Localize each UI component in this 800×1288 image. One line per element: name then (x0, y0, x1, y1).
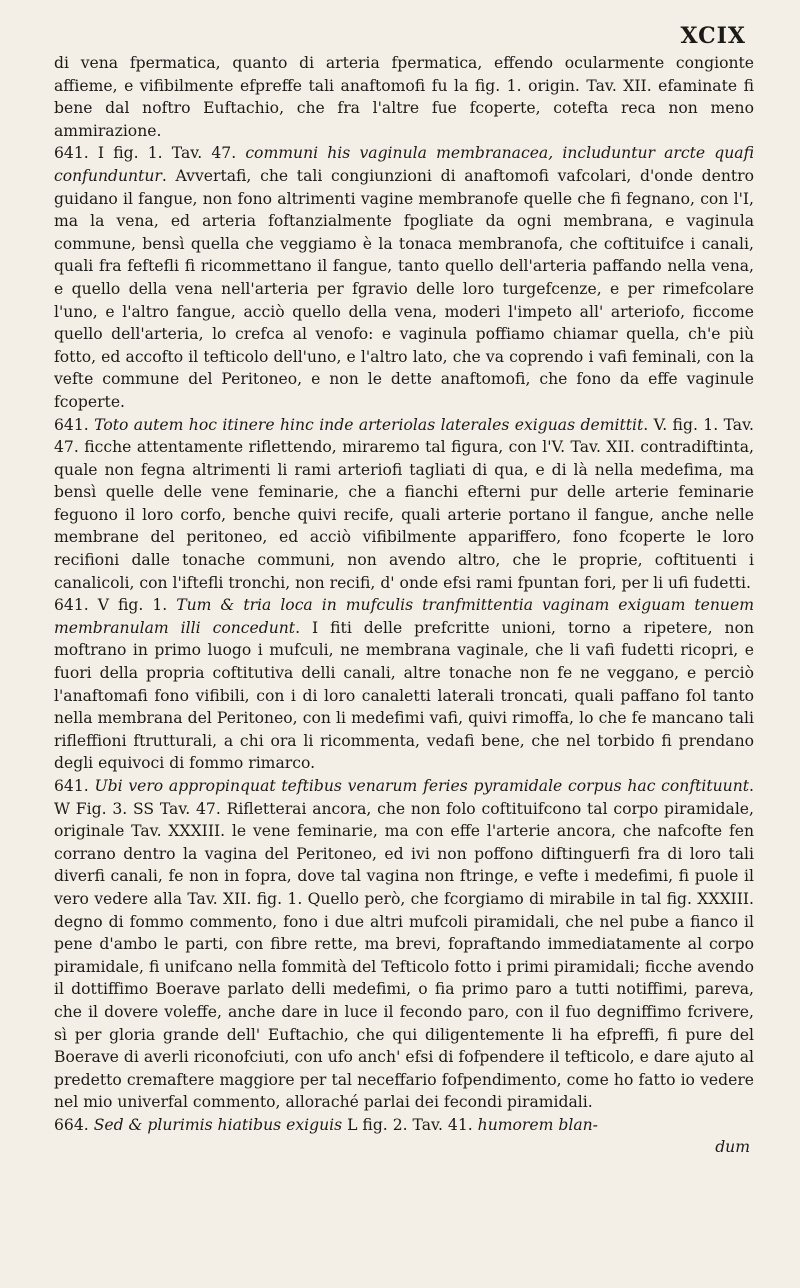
commentary-text: L fig. 2. Tav. 41. (342, 1115, 478, 1134)
paragraph (54, 414, 754, 595)
paragraph (54, 52, 754, 142)
body-text (54, 52, 754, 1137)
paragraph (54, 775, 754, 1114)
latin-quotation: humorem blan- (477, 1115, 598, 1134)
paragraph (54, 1114, 754, 1137)
commentary-text: 664. (54, 1115, 94, 1134)
commentary-text: 641. V fig. 1. (54, 596, 177, 615)
commentary-text: . V. fig. 1. Tav. 47. ficche attentamente riflettendo, miraremo tal figura, con l'V. Tav. XII. contradiftinta, quale non fegna altrimenti li rami arteriofi tagliati di qua, e di là nella medefima, ma bensì quelle delle vene feminarie, che a fianchi efterni pur delle arterie feminarie feguono il loro corfo, benche quivi recife, quali arterie portano il fangue, anche nelle membrane del peritoneo, ed acciò vifibilmente appariffero, fono fcoperte le loro recifioni dalle tonache communi, non avendo altro, che le proprie, coftituenti i canalicoli, con l'iftefli tronchi, non recifi, d' onde efsi rami fpuntan fori, per li ufi fudetti. (54, 415, 754, 592)
page-number: XCIX (680, 23, 746, 49)
commentary-text: . Avvertafi, che tali congiunzioni di anaftomofi vafcolari, d'onde dentro guidano il fangue, non fono altrimenti vagine membranofe quelle che fi fegnano, con l'I, ma la vena, ed arteria foftanzialmente fpogliate da ogni membrana, e vaginula commune, bensì quella che veggiamo è la tonaca membranofa, che coftituifce i canali, quali fra feftefli fi ricommettano il fangue, tanto quello dell'arteria paffando nella vena, e quello della vena nell'arteria per fgravio delle loro turgefcenze, e per rimefcolare l'uno, e l'altro fangue, acciò quello della vena, moderi l'impeto all' arteriofo, ficcome quello dell'arteria, lo crefca al venofo: e vaginula poffiamo chiamar quella, ch'e più fotto, ed accofto il tefticolo dell'uno, e l'altro lato, che va coprendo i vafi feminali, con la vefte commune del Peritoneo, e non le dette anaftomofi, che fono da effe vaginule fcoperte. (54, 166, 754, 411)
paragraph (54, 594, 754, 775)
paragraph (54, 142, 754, 413)
latin-quotation: Ubi vero appropinquat teftibus venarum feries pyramidale corpus hac conftituunt (94, 777, 750, 795)
commentary-text: 641. (54, 415, 95, 434)
commentary-text: . I fiti delle prefcritte unioni, torno a ripetere, non moftrano in primo luogo i mufculi, ne membrana vaginale, che li vafi fudetti ricopri, e fuori della propria coftitutiva delli canali, altre tonache non fe ne veggano, e perciò l'anaftomafi fono vifibili, con i di loro canaletti laterali troncati, quali paffano fol tanto nella membrana del Peritoneo, con li medefimi vafi, quivi rimoffa, lo che fe mancano tali rifleffioni ftrutturali, a chi ora li ricommenta, vedafi bene, che nel torbido fi prendano degli equivoci di fommo rimarco. (54, 618, 755, 773)
latin-quotation: communi his vaginula membranacea, includuntur arcte quafi confunduntur (54, 144, 755, 185)
latin-quotation: Toto autem hoc itinere hinc inde arteriolas laterales exiguas demittit (94, 415, 644, 434)
latin-quotation: Tum & tria loca in mufculis tranfmittentia vaginam exiguam tenuem membranulam illi concedunt (54, 596, 754, 637)
commentary-text: 641. I fig. 1. Tav. 47. (54, 144, 246, 163)
commentary-text: . W Fig. 3. SS Tav. 47. Rifletterai ancora, che non folo coftituifcono tal corpo piramidale, originale Tav. XXXIII. le vene feminarie, ma con effe l'arterie ancora, che nafcofte fen corrano dentro la vagina del Peritoneo, ed ivi non poffono diftinguerfi fra di loro tali diverfi canali, fe non in fopra, dove tal vagina non ftringe, e vefte i medefimi, fi puole il vero vedere alla Tav. XII. fig. 1. Quello però, che fcorgiamo di mirabile in tal fig. XXXIII. degno di fommo commento, fono i due altri mufcoli piramidali, che nel pube a fianco il pene d'ambo le parti, con fibre rette, ma brevi, fopraftando immediatamente al corpo piramidale, fi unifcano nella fommità del Tefticolo fotto i primi piramidali; ficche avendo il dottiffimo Boerave parlato delli medefimi, o fia primo paro a tutti notiffimi, pareva, che il dovere voleffe, anche dare in luce il fecondo paro, con il fuo degniffimo fcrivere, sì per gloria grande dell' Euftachio, che qui diligentemente li ha efpreffi, fi pure del Boerave di averli riconofciuti, con ufo anch' efsi di fofpendere il tefticolo, e dare ajuto al predetto cremaftere maggiore per tal neceffario fofpendimento, come ho fatto io vedere nel mio univerfal commento, alloraché parlai dei fecondi piramidali. (54, 777, 754, 1112)
latin-quotation: Sed & plurimis hiatibus exiguis (93, 1115, 343, 1134)
commentary-text: 641. (54, 777, 95, 795)
commentary-text: di vena fpermatica, quanto di arteria fpermatica, effendo ocularmente congionte affieme, e vifibilmente efpreffe tali anaftomofi fu la fig. 1. origin. Tav. XII. efaminate fi bene dal noftro Euftachio, che fra l'altre fue fcoperte, cotefta reca non meno ammirazione. (54, 54, 754, 140)
catchword: dum (715, 1137, 750, 1156)
